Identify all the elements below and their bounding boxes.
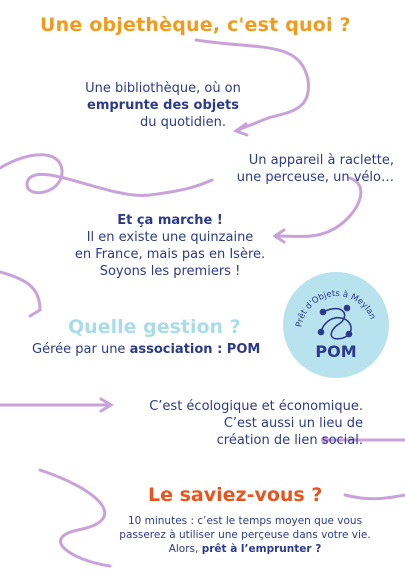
curve-left-middle xyxy=(0,272,40,316)
page-title: Une objethèque, c'est quoi ? xyxy=(40,14,351,36)
management-heading: Quelle gestion ? xyxy=(68,316,241,338)
ecology-line-1: C’est écologique et économique. xyxy=(149,399,363,414)
didyouknow-line-3: Alors, prêt à l’emprunter ? xyxy=(168,543,322,555)
ecology-block xyxy=(118,398,363,449)
examples-line-1: Un appareil à raclette, xyxy=(248,153,394,168)
works-line-3: Soyons les premiers ! xyxy=(99,264,241,279)
works-line-2: en France, mais pas en Isère. xyxy=(74,247,266,262)
works-heading: Et ça marche ! xyxy=(117,213,223,228)
didyouknow-block xyxy=(110,514,380,556)
intro-block xyxy=(58,80,268,131)
logo-word: POM xyxy=(315,342,357,361)
management-text: Gérée par une association : POM xyxy=(32,342,261,357)
curve-right-to-arrow xyxy=(276,178,361,236)
examples-block xyxy=(204,152,394,186)
didyouknow-line-2: passerez à utiliser une perçeuse dans votre vie. xyxy=(119,529,371,541)
didyouknow-line-1: 10 minutes : c’est le temps moyen que vous xyxy=(127,515,363,527)
curve-bottom-wave xyxy=(40,470,110,566)
pom-logo xyxy=(283,272,389,378)
ecology-line-3: création de lien social. xyxy=(216,433,363,448)
examples-line-2: une perceuse, un vélo… xyxy=(236,170,394,185)
didyouknow-heading: Le saviez-vous ? xyxy=(148,484,323,506)
works-line-1: Il en existe une quinzaine xyxy=(86,230,254,245)
ecology-line-2: C’est aussi un lieu de xyxy=(223,416,363,431)
intro-line-2: emprunte des objets xyxy=(87,98,239,113)
logo-knot-icon xyxy=(319,306,352,339)
pom-logo-graphic xyxy=(283,272,389,378)
works-block xyxy=(70,212,270,280)
intro-line-3: du quotidien. xyxy=(139,115,226,130)
logo-arc-text: Prêt d'Objets à Meylan xyxy=(294,288,378,329)
intro-line-1: Une bibliothèque, où on xyxy=(85,81,241,96)
curve-bottom-right xyxy=(345,495,405,499)
curve-left-loop xyxy=(0,155,212,196)
